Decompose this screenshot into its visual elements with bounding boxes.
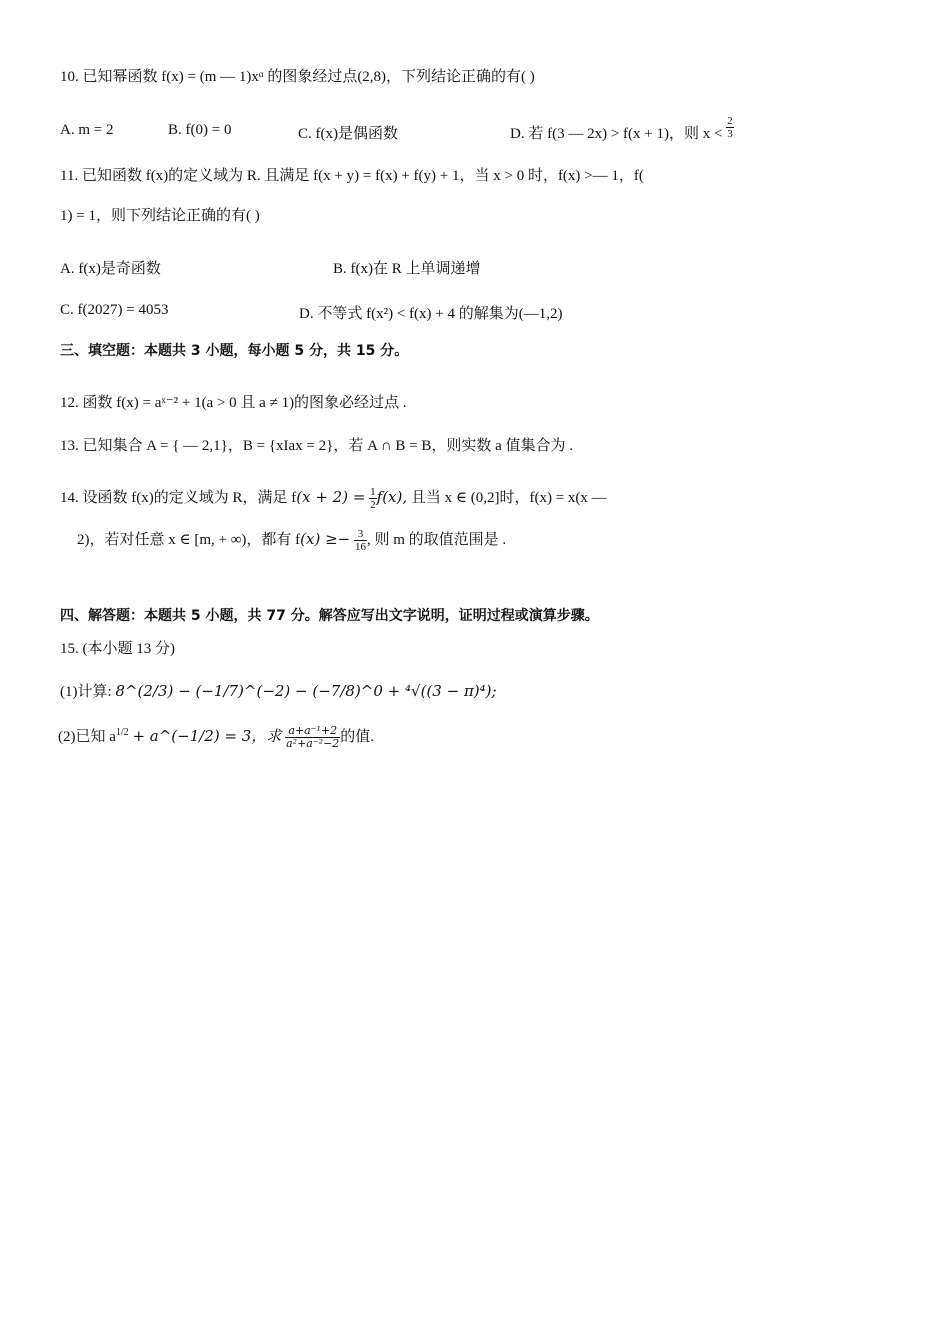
q15-part2-fraction bbox=[285, 725, 340, 750]
section-4-heading: 四、解答题：本题共 5 小题，共 77 分。解答应写出文字说明，证明过程或演算步骤。 bbox=[60, 608, 599, 624]
q10-fraction-denominator: 3 bbox=[727, 128, 733, 141]
q13-text: 13. 已知集合 A = { — 2,1}，B = {xIax = 2}，若 A ∩ B = B，则实数 a 值集合为 . bbox=[60, 438, 574, 454]
q15-part2-condition: + a^(−1/2) = 3，求 bbox=[132, 727, 282, 745]
q14-line2-fraction bbox=[354, 528, 367, 553]
q14-line2-text-a: 2)，若对任意 x ∈ [m, + ∞)，都有 f bbox=[77, 532, 301, 548]
q10-option-b: B. f(0) = 0 bbox=[168, 122, 232, 138]
q10-fraction-numerator: 2 bbox=[727, 115, 733, 128]
q15-part2-numerator: a+a⁻¹+2 bbox=[285, 725, 340, 738]
q14-line1-text-d: 且当 x ∈ (0,2]时，f(x) = x(x — bbox=[407, 490, 607, 506]
q11-stem-line2: 1) = 1，则下列结论正确的有( ) bbox=[60, 208, 260, 224]
q14-line2-numerator: 3 bbox=[354, 528, 367, 541]
q10-option-c: C. f(x)是偶函数 bbox=[298, 126, 398, 142]
q14-line2 bbox=[77, 528, 506, 553]
q10-option-d-fraction bbox=[726, 115, 734, 140]
q15-part1-expression: 8^(2/3) − (−1/7)^(−2) − (−7/8)^0 + ⁴√((3 − π)⁴); bbox=[115, 682, 497, 700]
q14-line2-denominator: 16 bbox=[354, 541, 366, 554]
q14-line1-fraction bbox=[369, 486, 377, 511]
q10-option-a: A. m = 2 bbox=[60, 122, 114, 138]
q15-title: 15. (本小题 13 分) bbox=[60, 641, 175, 657]
q10-stem: 10. 已知幂函数 f(x) = (m — 1)xᵅ 的图象经过点(2,8)，下列结论正确的有( ) bbox=[60, 69, 535, 85]
q10-option-d-text: D. 若 f(3 — 2x) > f(x + 1)，则 x < bbox=[510, 126, 723, 142]
q10-option-d bbox=[510, 115, 734, 143]
q15-part2: (2)已知 $a^{1/2}$ + a^(−1/2) = 3，求 $\frac{\text{a+a⁻¹+2}}{\text{a²+a⁻²−2}}$ 的值. bbox=[58, 724, 375, 751]
q15-part1 bbox=[60, 680, 497, 703]
q11-stem-line1: 11. 已知函数 f(x)的定义域为 R. 且满足 f(x + y) = f(x) + f(y) + 1，当 x > 0 时，f(x) >— 1，f( bbox=[60, 168, 644, 184]
q14-line1-text-a: 14. 设函数 f(x)的定义域为 R，满足 f bbox=[60, 490, 297, 506]
q14-line2-text-c: , 则 m 的取值范围是 . bbox=[366, 532, 507, 548]
q11-option-c: C. f(2027) = 4053 bbox=[60, 302, 169, 318]
q11-option-a: A. f(x)是奇函数 bbox=[60, 261, 161, 277]
q14-line1-numerator: 1 bbox=[370, 486, 376, 499]
q15-part1-label: (1)计算: bbox=[60, 684, 112, 700]
q15-part2-tail: 的值. bbox=[340, 729, 375, 745]
q15-part2-label: (2)已知 a bbox=[58, 729, 116, 745]
q14-line2-expr: (x) ≥− bbox=[300, 530, 351, 548]
q14-line1-fx: f(x), bbox=[376, 488, 408, 506]
q12-text: 12. 函数 f(x) = aˣ⁻² + 1(a > 0 且 a ≠ 1)的图象必经过点 . bbox=[60, 395, 407, 411]
q11-option-b: B. f(x)在 R 上单调递增 bbox=[333, 261, 481, 277]
q11-option-d: D. 不等式 f(x²) < f(x) + 4 的解集为(—1,2) bbox=[299, 306, 563, 322]
q14-line1-denominator: 2 bbox=[370, 499, 376, 512]
q15-part2-denominator: a²+a⁻²−2 bbox=[286, 737, 340, 751]
section-3-heading: 三、填空题：本题共 3 小题，每小题 5 分，共 15 分。 bbox=[60, 343, 409, 359]
q14-line1-expr: (x + 2) = bbox=[296, 488, 366, 506]
q14-line1 bbox=[60, 486, 607, 511]
